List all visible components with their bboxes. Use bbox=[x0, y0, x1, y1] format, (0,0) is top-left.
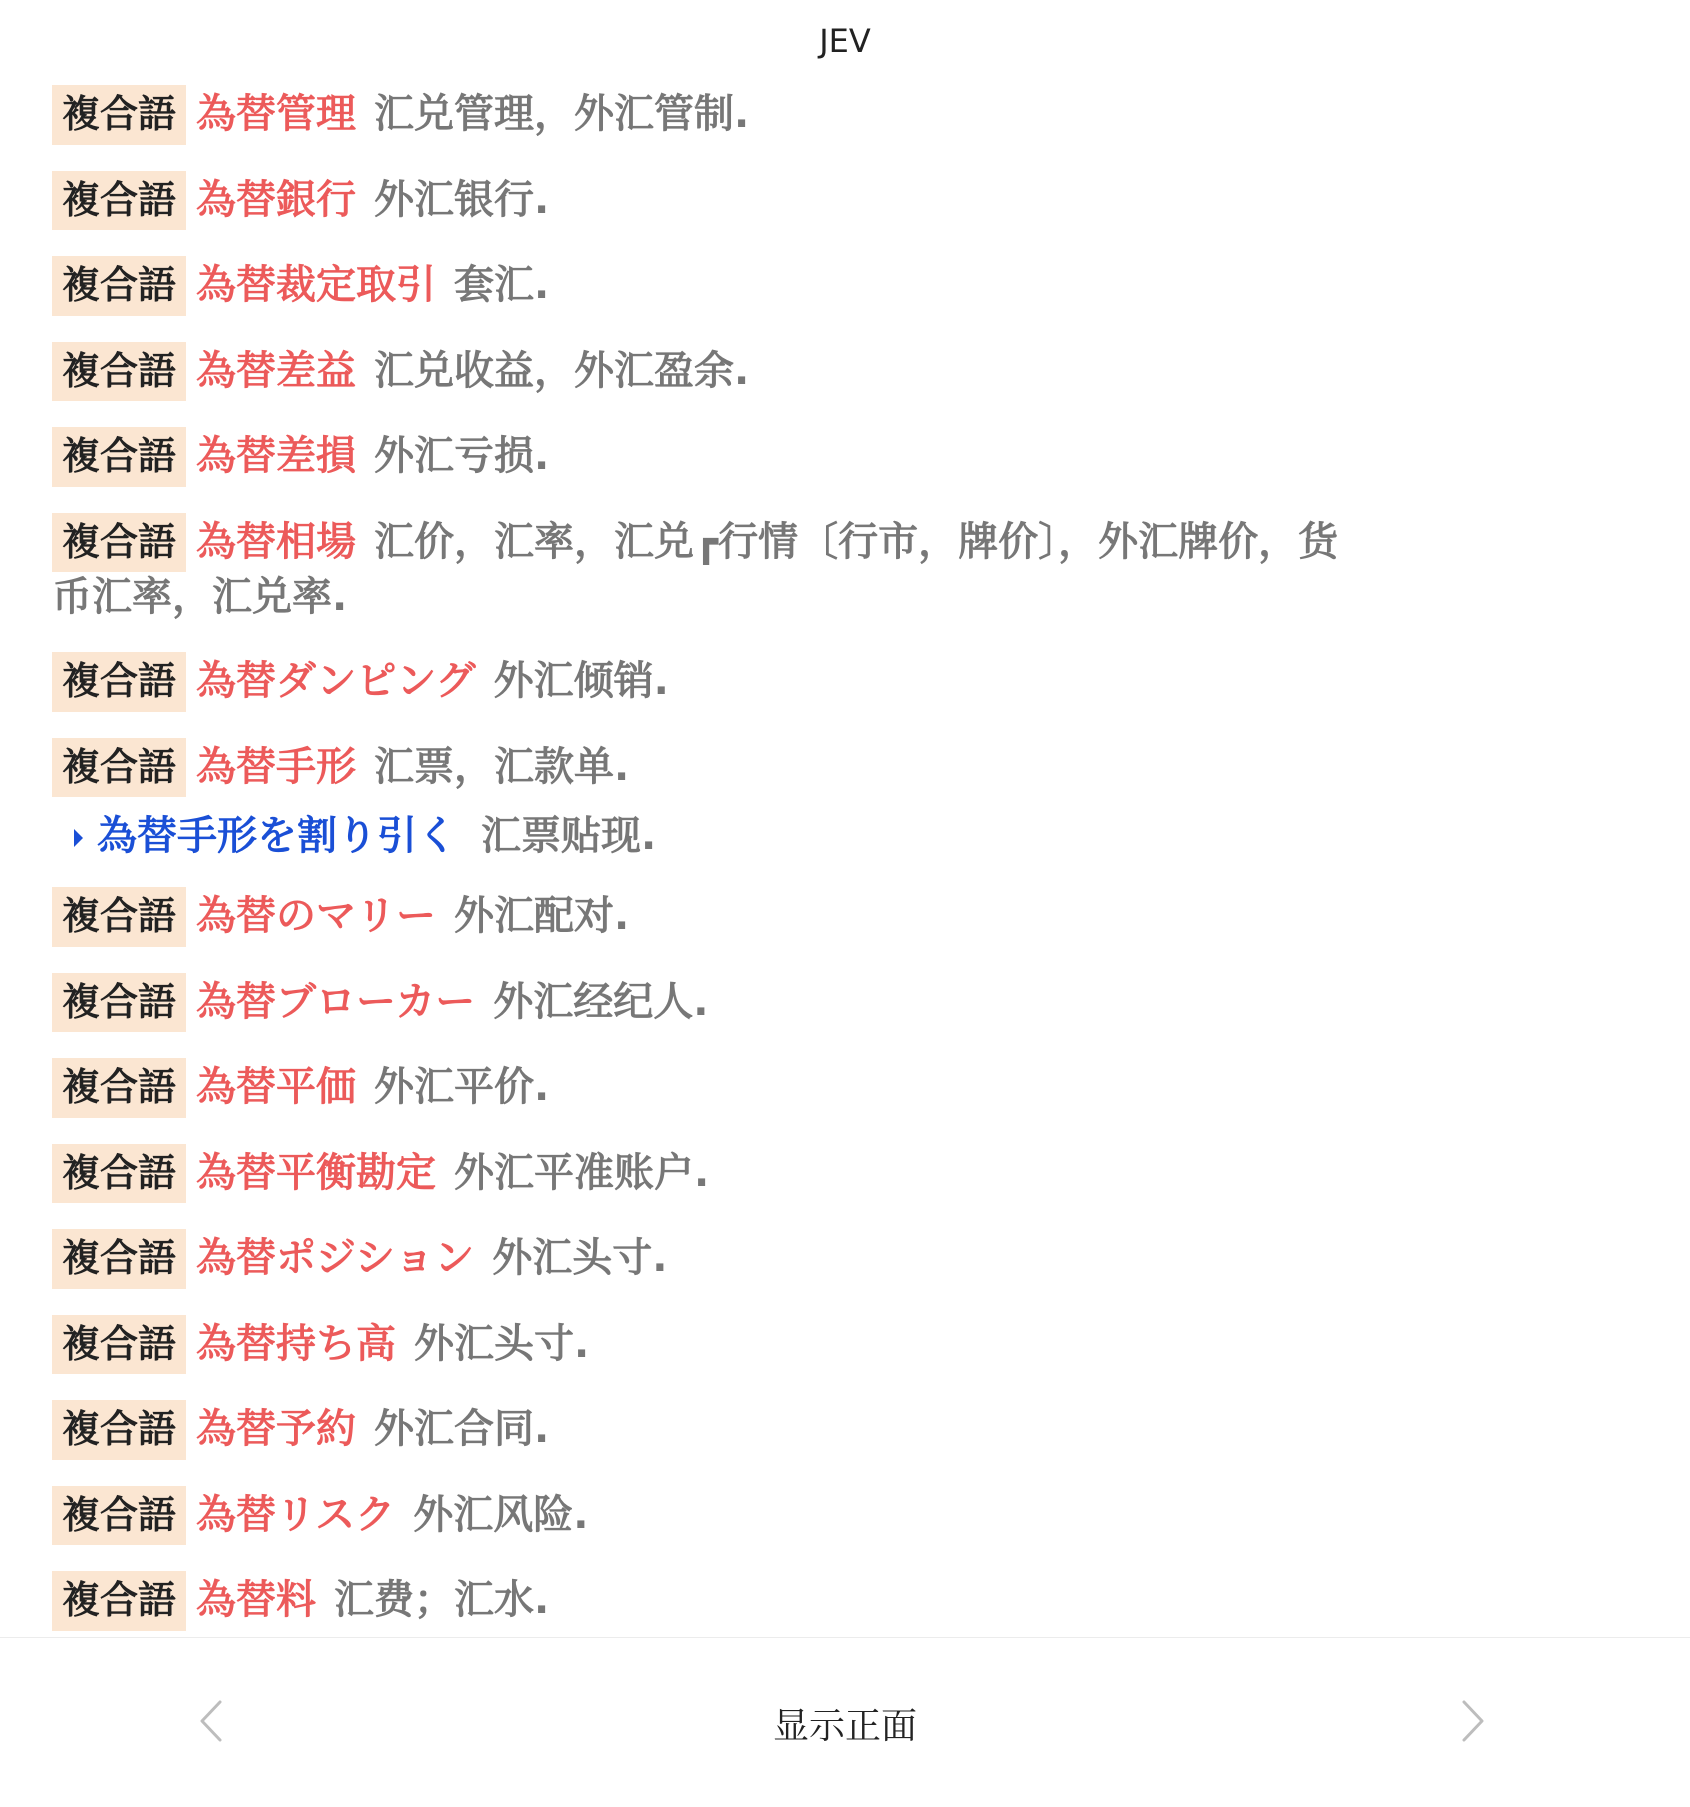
compound-tag: 複合語 bbox=[52, 1571, 186, 1631]
entry-gloss: 外汇头寸. bbox=[492, 1235, 668, 1281]
entry-term: 為替管理 bbox=[196, 91, 357, 137]
entry-row bbox=[52, 973, 1352, 1033]
entry-term: 為替裁定取引 bbox=[196, 262, 437, 308]
compound-tag: 複合語 bbox=[52, 342, 186, 402]
entry-row bbox=[52, 427, 1352, 487]
chevron-right-icon bbox=[1454, 1696, 1494, 1746]
entry-row bbox=[52, 1229, 1352, 1289]
entry-gloss: 外汇倾销. bbox=[493, 658, 669, 704]
example-gloss: 汇票贴现. bbox=[481, 813, 657, 859]
example-row bbox=[74, 811, 1352, 861]
compound-tag: 複合語 bbox=[52, 887, 186, 947]
entry-term: 為替銀行 bbox=[196, 176, 357, 223]
compound-tag: 複合語 bbox=[52, 171, 186, 231]
entry-term: 為替リスク bbox=[196, 1491, 396, 1538]
compound-tag: 複合語 bbox=[52, 973, 186, 1033]
compound-tag: 複合語 bbox=[52, 652, 186, 712]
entry-gloss: 汇兑收益，外汇盈余. bbox=[374, 347, 750, 394]
entry-term: 為替手形 bbox=[196, 743, 357, 790]
entry-row bbox=[52, 1486, 1352, 1546]
compound-tag: 複合語 bbox=[52, 1400, 186, 1460]
entry-row bbox=[52, 342, 1352, 402]
compound-tag: 複合語 bbox=[52, 427, 186, 487]
compound-tag: 複合語 bbox=[52, 85, 186, 145]
example-term: 為替手形を割り引く bbox=[97, 813, 457, 859]
compound-tag: 複合語 bbox=[52, 1486, 186, 1546]
entry-gloss: 汇票，汇款单. bbox=[374, 743, 630, 790]
triangle-bullet-icon bbox=[74, 829, 83, 847]
entry-row bbox=[52, 652, 1352, 712]
entry-row bbox=[52, 1058, 1352, 1118]
entry-row bbox=[52, 1400, 1352, 1460]
entry-row bbox=[52, 513, 1352, 623]
entry-row bbox=[52, 256, 1352, 316]
compound-tag: 複合語 bbox=[52, 513, 186, 573]
entry-row bbox=[52, 887, 1352, 947]
entry-term: 為替のマリー bbox=[196, 893, 437, 939]
entry-gloss: 外汇经纪人. bbox=[493, 978, 709, 1025]
entry-term: 為替平価 bbox=[196, 1064, 357, 1110]
entry-gloss: 外汇亏损. bbox=[374, 433, 550, 479]
show-front-button[interactable]: 显示正面 bbox=[772, 1706, 917, 1747]
entry-term: 為替差益 bbox=[196, 347, 357, 394]
entry-row bbox=[52, 85, 1352, 145]
compound-tag: 複合語 bbox=[52, 738, 186, 798]
card-content bbox=[52, 85, 1352, 1637]
compound-tag: 複合語 bbox=[52, 256, 186, 316]
entry-row bbox=[52, 1144, 1352, 1204]
next-card-button[interactable] bbox=[1454, 1696, 1494, 1746]
entry-gloss: 外汇平价. bbox=[374, 1064, 550, 1110]
entry-gloss: 汇费；汇水. bbox=[334, 1577, 550, 1623]
entry-row bbox=[52, 1315, 1352, 1375]
entry-row bbox=[52, 738, 1352, 798]
entry-gloss: 外汇风险. bbox=[413, 1491, 589, 1538]
compound-tag: 複合語 bbox=[52, 1229, 186, 1289]
entry-term: 為替持ち高 bbox=[196, 1320, 397, 1367]
compound-tag: 複合語 bbox=[52, 1144, 186, 1204]
entry-term: 為替平衡勘定 bbox=[196, 1149, 437, 1196]
entry-term: 為替予約 bbox=[196, 1406, 357, 1452]
entry-term: 為替差損 bbox=[196, 433, 357, 479]
entry-gloss: 汇价，汇率，汇兑┏行情〔行市，牌价〕，外汇牌价，货币汇率，汇兑率. bbox=[52, 518, 1339, 620]
entry-gloss: 外汇配对. bbox=[454, 893, 630, 939]
deck-title: JEV bbox=[819, 22, 871, 60]
entry-gloss: 外汇头寸. bbox=[414, 1320, 590, 1367]
entry-row bbox=[52, 1571, 1352, 1631]
entry-gloss: 套汇. bbox=[454, 262, 550, 308]
entry-gloss: 外汇平准账户. bbox=[454, 1149, 710, 1196]
entry-term: 為替料 bbox=[196, 1577, 317, 1623]
compound-tag: 複合語 bbox=[52, 1315, 186, 1375]
entry-gloss: 汇兑管理，外汇管制. bbox=[374, 91, 750, 137]
entry-term: 為替相場 bbox=[196, 518, 357, 565]
compound-tag: 複合語 bbox=[52, 1058, 186, 1118]
entry-gloss: 外汇银行. bbox=[374, 176, 550, 223]
entry-term: 為替ポジション bbox=[196, 1235, 475, 1281]
entry-term: 為替ブローカー bbox=[196, 978, 476, 1025]
entry-gloss: 外汇合同. bbox=[374, 1406, 550, 1452]
card-footer bbox=[0, 1638, 1690, 1807]
entry-term: 為替ダンピング bbox=[196, 658, 476, 704]
entry-row bbox=[52, 171, 1352, 231]
